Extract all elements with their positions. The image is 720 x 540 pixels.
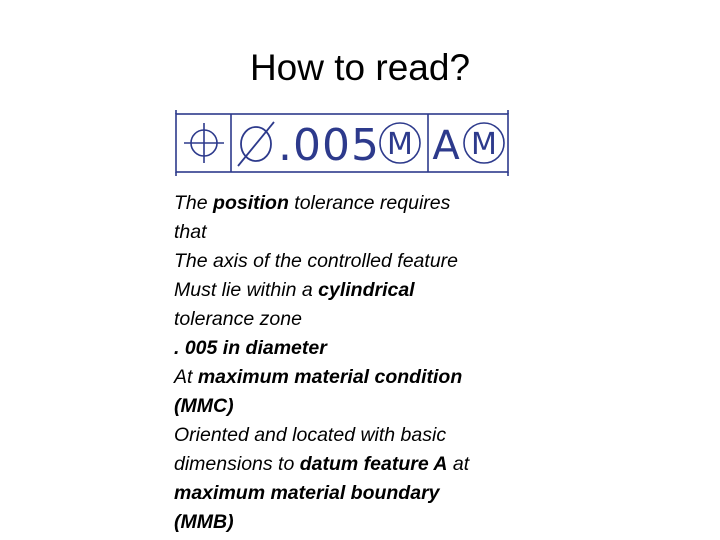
text-run: Oriented and located with basic <box>174 424 447 446</box>
explanation-text <box>174 189 534 537</box>
explanation-line <box>174 363 534 392</box>
feature-control-frame <box>170 110 515 176</box>
position-symbol-icon <box>184 123 224 163</box>
emphasis-text: . 005 in diameter <box>174 337 327 359</box>
explanation-line <box>174 276 534 305</box>
explanation-line <box>174 218 534 247</box>
text-run: at <box>447 453 470 475</box>
text-run: At <box>174 366 198 388</box>
text-run: tolerance requires <box>288 192 451 214</box>
emphasis-text: cylindrical <box>318 279 415 301</box>
datum-letter: A <box>432 123 460 169</box>
slide-title: How to read? <box>249 47 471 88</box>
emphasis-text: datum feature A <box>299 453 448 475</box>
explanation-line <box>174 247 534 276</box>
mmc-modifier-icon <box>380 123 420 163</box>
explanation-line <box>174 392 534 421</box>
explanation-line <box>174 450 534 479</box>
explanation-line <box>174 479 534 508</box>
explanation-line <box>174 305 534 334</box>
emphasis-text: (MMC) <box>174 395 234 417</box>
feature-control-frame-drawing <box>170 110 515 176</box>
text-run: tolerance zone <box>174 308 302 330</box>
explanation-line <box>174 421 534 450</box>
text-run: The axis of the controlled feature <box>174 250 458 272</box>
tolerance-modifier-letter: M <box>387 127 413 162</box>
text-run: dimensions to <box>174 453 300 475</box>
explanation-line <box>174 334 534 363</box>
text-run: Must lie within a <box>174 279 319 301</box>
mmb-modifier-icon <box>464 123 504 163</box>
text-run: that <box>174 221 207 243</box>
explanation-line <box>174 189 534 218</box>
diameter-symbol-icon <box>238 122 274 166</box>
emphasis-text: position <box>213 192 289 214</box>
emphasis-text: (MMB) <box>174 511 234 533</box>
emphasis-text: maximum material condition <box>197 366 463 388</box>
text-run: The <box>174 192 214 214</box>
explanation-line <box>174 508 534 537</box>
emphasis-text: maximum material boundary <box>174 482 440 504</box>
tolerance-value: .005 <box>278 120 380 171</box>
datum-modifier-letter: M <box>471 127 497 162</box>
